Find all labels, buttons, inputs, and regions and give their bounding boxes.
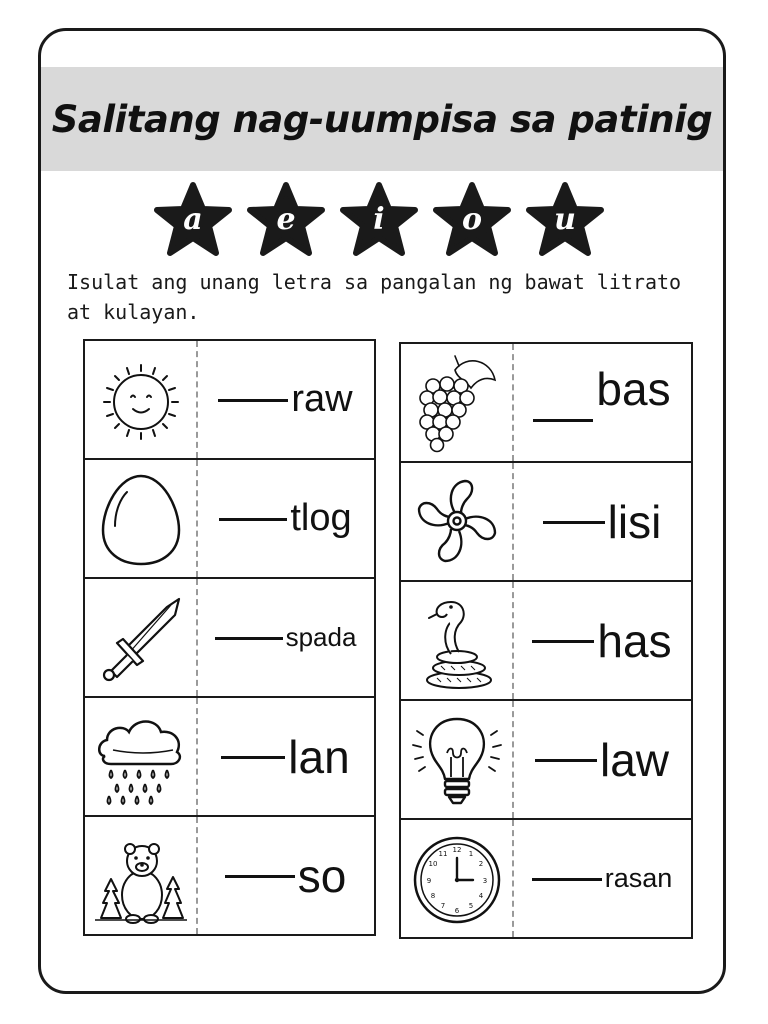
dashed-divider xyxy=(512,344,514,461)
svg-text:3: 3 xyxy=(482,877,488,885)
snake-icon xyxy=(407,588,507,693)
svg-text:7: 7 xyxy=(440,902,446,910)
dashed-divider xyxy=(196,817,198,934)
svg-text:5: 5 xyxy=(468,902,474,910)
sun-icon xyxy=(91,347,191,452)
svg-text:12: 12 xyxy=(452,846,462,854)
vowel-letter: e xyxy=(276,202,296,237)
word-completion xyxy=(517,344,687,461)
star-vowel-o xyxy=(431,181,513,259)
word-suffix: law xyxy=(599,733,670,786)
dashed-divider xyxy=(196,460,198,577)
worksheet-card xyxy=(38,28,726,994)
dashed-divider xyxy=(196,579,198,696)
word-completion xyxy=(201,460,370,577)
word-completion xyxy=(517,820,687,937)
word-completion xyxy=(517,463,687,580)
vowel-letter: u xyxy=(554,202,576,237)
dashed-divider xyxy=(512,463,514,580)
dashed-divider xyxy=(512,820,514,937)
svg-text:11: 11 xyxy=(438,850,448,858)
svg-text:4: 4 xyxy=(478,892,484,900)
title-band xyxy=(41,67,723,171)
egg-icon xyxy=(91,466,191,571)
light-bulb-icon xyxy=(407,707,507,812)
word-completion xyxy=(201,341,370,458)
right-column xyxy=(399,342,693,939)
sword-icon xyxy=(91,585,191,690)
item-row xyxy=(83,458,376,579)
left-column xyxy=(83,339,376,936)
word-completion xyxy=(517,701,687,818)
answer-blank[interactable] xyxy=(218,398,288,402)
vowel-letter: i xyxy=(373,202,385,237)
item-row xyxy=(399,818,693,939)
item-row xyxy=(399,342,693,463)
star-vowel-e xyxy=(245,181,327,259)
word-completion xyxy=(201,817,370,934)
worksheet-title: Salitang nag-uumpisa sa patinig xyxy=(51,97,713,141)
svg-text:1: 1 xyxy=(468,850,474,858)
grapes-icon xyxy=(407,350,507,455)
answer-blank[interactable] xyxy=(532,639,594,643)
answer-blank[interactable] xyxy=(225,874,295,878)
word-suffix: so xyxy=(297,849,347,902)
answer-blank[interactable] xyxy=(532,877,602,881)
answer-blank[interactable] xyxy=(535,758,597,762)
word-suffix: tlog xyxy=(290,497,352,539)
vowel-stars xyxy=(41,181,723,261)
word-suffix: bas xyxy=(596,363,671,415)
electric-fan-icon xyxy=(407,469,507,574)
answer-blank[interactable] xyxy=(533,418,593,422)
answer-blank[interactable] xyxy=(219,517,287,521)
item-row xyxy=(83,815,376,936)
vowel-letter: a xyxy=(183,202,203,237)
item-row xyxy=(83,696,376,817)
answer-blank[interactable] xyxy=(543,520,605,524)
word-suffix: lan xyxy=(288,730,350,783)
svg-text:9: 9 xyxy=(426,877,432,885)
dashed-divider xyxy=(512,582,514,699)
word-completion xyxy=(201,698,370,815)
word-suffix: rasan xyxy=(604,863,673,893)
instruction-text: Isulat ang unang letra sa pangalan ng bawat litrato at kulayan. xyxy=(67,270,682,324)
word-suffix: lisi xyxy=(607,495,662,548)
item-row xyxy=(83,339,376,460)
svg-text:10: 10 xyxy=(428,860,438,868)
item-row xyxy=(83,577,376,698)
answer-blank[interactable] xyxy=(215,636,283,640)
rain-cloud-icon xyxy=(91,704,191,809)
star-vowel-a xyxy=(152,181,234,259)
dashed-divider xyxy=(512,701,514,818)
word-suffix: has xyxy=(597,614,672,667)
bear-icon xyxy=(91,823,191,928)
dashed-divider xyxy=(196,698,198,815)
vowel-letter: o xyxy=(461,202,482,237)
answer-blank[interactable] xyxy=(221,755,285,759)
clock-icon xyxy=(407,826,507,931)
svg-text:6: 6 xyxy=(454,907,460,915)
item-row xyxy=(399,699,693,820)
star-vowel-i xyxy=(338,181,420,259)
dashed-divider xyxy=(196,341,198,458)
word-completion xyxy=(201,579,370,696)
svg-text:8: 8 xyxy=(430,892,436,900)
item-row xyxy=(399,580,693,701)
word-suffix: raw xyxy=(291,378,353,420)
star-vowel-u xyxy=(524,181,606,259)
item-row xyxy=(399,461,693,582)
svg-text:2: 2 xyxy=(478,860,484,868)
word-completion xyxy=(517,582,687,699)
word-suffix: spada xyxy=(285,622,357,652)
